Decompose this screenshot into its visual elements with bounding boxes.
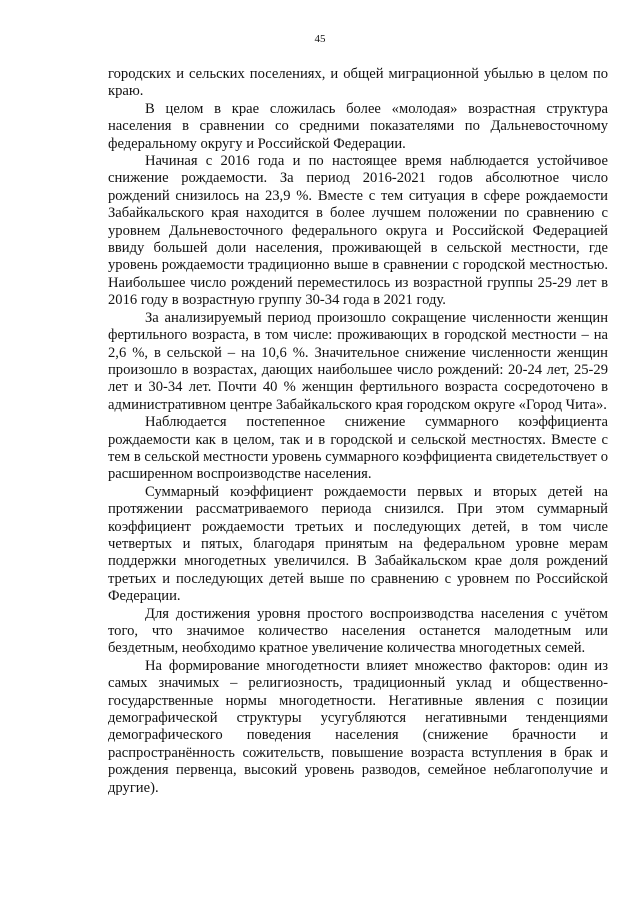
paragraph-continuation: городских и сельских поселениях, и общей миграционной убылью в целом по краю. <box>108 66 608 100</box>
paragraph-large-families-factors: На формирование многодетности влияет множество факторов: один из самых значимых – религиозность, традиционный уклад и общественно-государственные нормы многодетности. Негативные явления с позиции демографической структуры усугубляются негативными тенденциями демографического поведения населения (снижение брачности и распространённость сожительств, повышение возраста вступления в брак и рождения первенца, высокий уровень разводов, семейное неблагополучие и другие). <box>108 657 608 796</box>
paragraph-birth-order: Суммарный коэффициент рождаемости первых и вторых детей на протяжении рассматриваемого периода снизился. При этом суммарный коэффициент рождаемости третьих и последующих детей, в том числе четвертых и пятых, благодаря принятым на федеральном уровне мерам поддержки многодетных увеличился. В Забайкальском крае доля рождений третьих и последующих детей выше по сравнению с уровнем по Российской Федерации. <box>108 483 608 605</box>
page-number: 45 <box>314 33 326 45</box>
document-body <box>108 66 608 797</box>
paragraph-total-fertility-rate: Наблюдается постепенное снижение суммарного коэффициента рождаемости как в целом, так и в городской и сельской местностях. Вместе с тем в сельской местности уровень суммарного коэффициента свидетельствует о расширенном воспроизводстве населения. <box>108 414 608 483</box>
paragraph-birth-rate-decline: Начиная с 2016 года и по настоящее время наблюдается устойчивое снижение рождаемости. За период 2016-2021 годов абсолютное число рождений снизилось на 23,9 %. Вместе с тем ситуация в сфере рождаемости Забайкальского края находится в более лучшем положении по сравнению с уровнем Дальневосточного федерального округа и Российской Федерацией ввиду большей доли населения, проживающей в сельской местности, где уровень рождаемости традиционно выше в сравнении с городской местностью. Наибольшее число рождений переместилось из возрастной группы 25-29 лет в 2016 году в возрастную группу 30-34 года в 2021 году. <box>108 153 608 309</box>
paragraph-fertile-women: За анализируемый период произошло сокращение численности женщин фертильного возраста, в том числе: проживающих в городской местности – на 2,6 %, в сельской – на 10,6 %. Значительное снижение численности женщин произошло в возрастах, дающих наибольшее число рождений: 20-24 лет, 25-29 лет и 30-34 лет. Почти 40 % женщин фертильного возраста сосредоточено в административном центре Забайкальского края городском округе «Город Чита». <box>108 309 608 413</box>
paragraph-simple-reproduction: Для достижения уровня простого воспроизводства населения с учётом того, что значимое количество населения останется малодетным или бездетным, необходимо кратное увеличение количества многодетных семей. <box>108 605 608 657</box>
paragraph-age-structure: В целом в крае сложилась более «молодая» возрастная структура населения в сравнении со средними показателями по Дальневосточному федеральному округу и Российской Федерации. <box>108 100 608 152</box>
